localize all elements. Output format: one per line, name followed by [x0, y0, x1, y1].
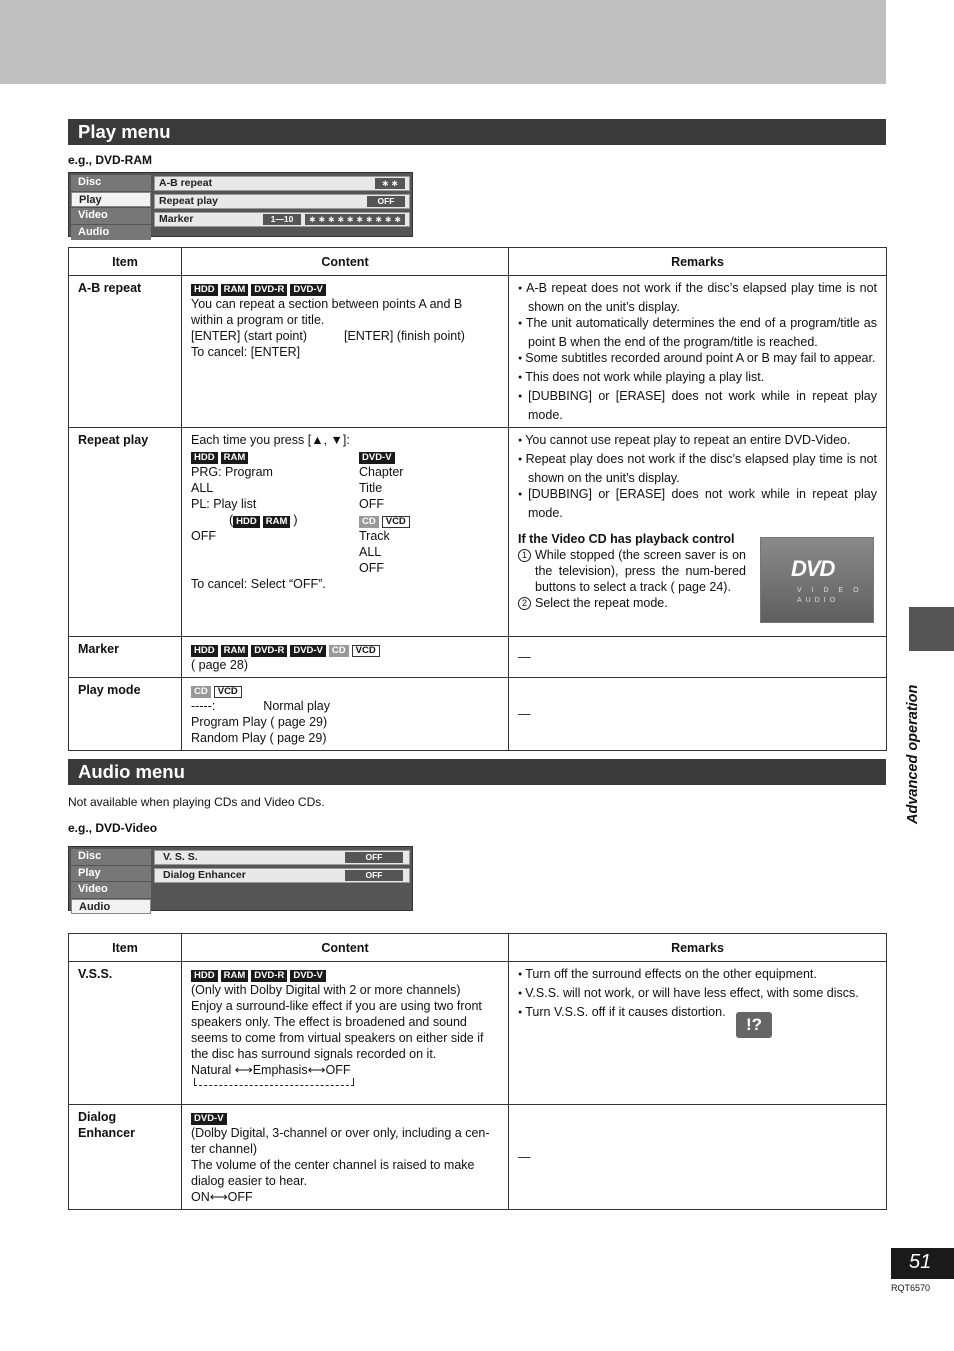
play-menu-osd — [68, 172, 413, 237]
disc-tag: HDD — [191, 645, 218, 657]
disc-tag: RAM — [221, 452, 249, 464]
content-marker — [182, 637, 509, 678]
remark-item: ● Turn V.S.S. off if it causes distortion. — [518, 1004, 877, 1023]
disc-tag: CD — [191, 686, 211, 698]
disc-tag: HDD — [191, 284, 218, 296]
remark-item: ● Turn off the surround effects on the other equipment. — [518, 966, 877, 985]
dvd-logo-text: DVD — [791, 556, 835, 581]
text-line: Program Play ( page 29) — [191, 715, 328, 729]
item-dialog-enhancer: Dialog Enhancer — [69, 1105, 182, 1210]
model-code: RQT6570 — [891, 1283, 931, 1293]
item-vss: V.S.S. — [69, 962, 182, 1105]
osd-row-label: Marker — [159, 213, 194, 225]
remarks-ab-repeat — [509, 276, 887, 428]
item-ab-repeat: A-B repeat — [69, 276, 182, 428]
content-ab-repeat — [182, 276, 509, 428]
audio-menu-note: Not available when playing CDs and Video CDs. — [68, 795, 325, 809]
text-line: (Only with Dolby Digital with 2 or more channels) — [191, 983, 461, 997]
audio-menu-title: Audio menu — [68, 759, 886, 785]
item-marker: Marker — [69, 637, 182, 678]
text-line: The volume of the center channel is raised to make dialog easier to hear. — [191, 1158, 475, 1188]
play-menu-title: Play menu — [68, 119, 886, 145]
side-tab-marker — [909, 607, 954, 651]
osd-row-marker[interactable] — [154, 212, 410, 227]
disc-tag: DVD-V — [290, 645, 326, 657]
osd-menu-video[interactable]: Video — [71, 208, 151, 224]
audio-menu-table — [68, 933, 887, 1210]
play-menu-example: e.g., DVD-RAM — [68, 153, 152, 167]
osd-menu-disc[interactable]: Disc — [71, 175, 151, 191]
disc-tag: DVD-R — [251, 284, 287, 296]
text-line: ALL — [191, 481, 214, 495]
remarks-vss — [509, 962, 887, 1105]
remark-item: ● Repeat play does not work if the disc’s elapsed play time is not shown on the unit’s display. — [518, 451, 877, 486]
cycle-line: Natural ⟷Emphasis⟷OFF — [191, 1063, 351, 1077]
osd-row-label: A-B repeat — [159, 177, 213, 189]
col-remarks: Remarks — [509, 248, 887, 276]
play-menu-table — [68, 247, 887, 751]
text-line: To cancel: [ENTER] — [191, 345, 301, 359]
osd-row-label: Repeat play — [159, 195, 218, 207]
disc-tag: HDD — [191, 452, 218, 464]
remark-item: ● A-B repeat does not work if the disc’s elapsed play time is not shown on the unit’s display. — [518, 280, 877, 315]
item-repeat-play: Repeat play — [69, 428, 182, 637]
osd-row-value: OFF — [345, 852, 403, 863]
remark-item: ● The unit automatically determines the end of a program/title as point B when the end of the program/title is reached. — [518, 315, 877, 350]
osd-menu-video[interactable]: Video — [71, 882, 151, 898]
top-band — [0, 0, 886, 84]
disc-tag: CD — [329, 645, 349, 657]
dvd-logo-sub: AUDIO — [797, 597, 840, 604]
remarks-marker: — — [509, 637, 887, 678]
remarks-dialog-enhancer: — — [509, 1105, 887, 1210]
col-remarks: Remarks — [509, 934, 887, 962]
table-row — [69, 1105, 887, 1210]
content-vss — [182, 962, 509, 1105]
osd-row-label: Dialog Enhancer — [163, 869, 246, 881]
disc-tag: HDD — [233, 516, 260, 528]
osd-menu-disc[interactable]: Disc — [71, 849, 151, 865]
col-content: Content — [182, 248, 509, 276]
text-line: within a program or title. — [191, 313, 325, 327]
text-line: OFF — [359, 561, 384, 575]
audio-menu-example: e.g., DVD-Video — [68, 821, 158, 835]
text-line: Title — [359, 481, 383, 495]
remark-item: ● This does not work while playing a play list. — [518, 369, 877, 388]
vcd-heading: If the Video CD has playback control — [518, 532, 735, 546]
content-play-mode — [182, 678, 509, 751]
cycle-line: ON⟷OFF — [191, 1190, 253, 1204]
page-number: 51 — [891, 1248, 954, 1279]
disc-tag: DVD-V — [290, 284, 326, 296]
remark-item: ● [DUBBING] or [ERASE] does not work while in repeat play mode. — [518, 486, 877, 521]
osd-row-value: ∗ ∗ — [375, 178, 405, 189]
text-line: Chapter — [359, 465, 404, 479]
disc-tag: CD — [359, 516, 379, 528]
disc-tag: DVD-V — [191, 1113, 227, 1125]
osd-row-range: 1—10 — [263, 214, 301, 225]
osd-row-value: OFF — [345, 870, 403, 881]
disc-tag: VCD — [382, 516, 410, 528]
disc-tag: VCD — [214, 686, 242, 698]
osd-row-label: V. S. S. — [163, 851, 198, 863]
remark-item: ● [DUBBING] or [ERASE] does not work while in repeat play mode. — [518, 388, 877, 423]
dvd-video-logo — [760, 537, 874, 623]
text-line: PRG: Program — [191, 465, 273, 479]
text-line: Normal play — [263, 699, 330, 713]
dvd-logo-sub: V I D E O — [797, 587, 863, 594]
disc-tag: HDD — [191, 970, 218, 982]
disc-tag: RAM — [221, 284, 249, 296]
hint-question-icon: !? — [736, 1012, 772, 1038]
text-line: [ENTER] (start point) — [191, 329, 307, 343]
text-line: -----: — [191, 699, 216, 713]
text-line: [ENTER] (finish point) — [344, 329, 465, 343]
osd-menu-audio[interactable]: Audio — [71, 899, 151, 915]
text-line: (Dolby Digital, 3-channel or over only, including a cen-ter channel) — [191, 1126, 490, 1156]
text-line: To cancel: Select “OFF”. — [191, 577, 326, 591]
osd-menu-audio[interactable]: Audio — [71, 225, 151, 241]
remark-item: ● You cannot use repeat play to repeat an entire DVD-Video. — [518, 432, 877, 451]
col-content: Content — [182, 934, 509, 962]
osd-row-repeat-play[interactable] — [154, 194, 410, 209]
osd-row-value: ∗ ∗ ∗ ∗ ∗ ∗ ∗ ∗ ∗ ∗ — [305, 214, 405, 225]
osd-row-value: OFF — [367, 196, 405, 207]
disc-tag: DVD-R — [251, 970, 287, 982]
osd-menu-play[interactable]: Play — [71, 192, 151, 208]
audio-menu-osd — [68, 846, 413, 911]
col-item: Item — [69, 248, 182, 276]
osd-row-dialog-enhancer[interactable] — [154, 868, 410, 883]
text-line: You can repeat a section between points A and B — [191, 297, 463, 311]
disc-tag: RAM — [263, 516, 291, 528]
disc-tag: RAM — [221, 970, 249, 982]
item-play-mode: Play mode — [69, 678, 182, 751]
text-line: OFF — [359, 497, 384, 511]
step-1: 1 While stopped (the screen saver is on the television), press the num-bered buttons to select a track ( page 24). — [518, 547, 746, 595]
disc-tag: DVD-R — [251, 645, 287, 657]
osd-row-ab-repeat[interactable] — [154, 176, 410, 191]
osd-menu-play[interactable]: Play — [71, 866, 151, 882]
table-row — [69, 276, 887, 428]
text-line: PL: Play list — [191, 497, 257, 511]
content-repeat-play: Each time you press [▲, ▼]: HDD RAM DVD-V PRG: Program Chapter ALL Title PL: Play list OFF ( HDD RAM ) CD VCD OFF Track ALL OFF To cancel: Select “OFF”. — [182, 428, 509, 637]
remark-item: ● V.S.S. will not work, or will have less effect, with some discs. — [518, 985, 877, 1004]
table-row — [69, 637, 887, 678]
remarks-play-mode: — — [509, 678, 887, 751]
disc-tag: DVD-V — [359, 452, 395, 464]
text-line: OFF — [191, 529, 216, 543]
text-line: ( page 28) — [191, 658, 248, 672]
step-text: Select the repeat mode. — [535, 596, 668, 610]
text-line: ALL — [359, 545, 382, 559]
table-row — [69, 678, 887, 751]
disc-tag: VCD — [352, 645, 380, 657]
text-line: Enjoy a surround-like effect if you are using two front speakers only. The effect is broadened and sound seems to come from virtual speakers on either side if the disc has surround signals recorded on it. — [191, 999, 484, 1061]
osd-row-vss[interactable] — [154, 850, 410, 865]
text-line: Each time you press [▲, ▼]: — [191, 433, 350, 447]
text-line: Random Play ( page 29) — [191, 731, 327, 745]
step-text: While stopped (the screen saver is on the television), press the num-bered buttons to select a track ( page 24). — [535, 548, 746, 594]
text-line: Track — [359, 529, 390, 543]
remark-item: ● Some subtitles recorded around point A or B may fail to appear. — [518, 350, 877, 369]
disc-tag: RAM — [221, 645, 249, 657]
step-2: 2 Select the repeat mode. — [518, 595, 877, 611]
disc-tag: DVD-V — [290, 970, 326, 982]
col-item: Item — [69, 934, 182, 962]
content-dialog-enhancer — [182, 1105, 509, 1210]
cycle-return-arrow — [194, 1078, 354, 1086]
side-tab-label: Advanced operation — [905, 684, 921, 824]
